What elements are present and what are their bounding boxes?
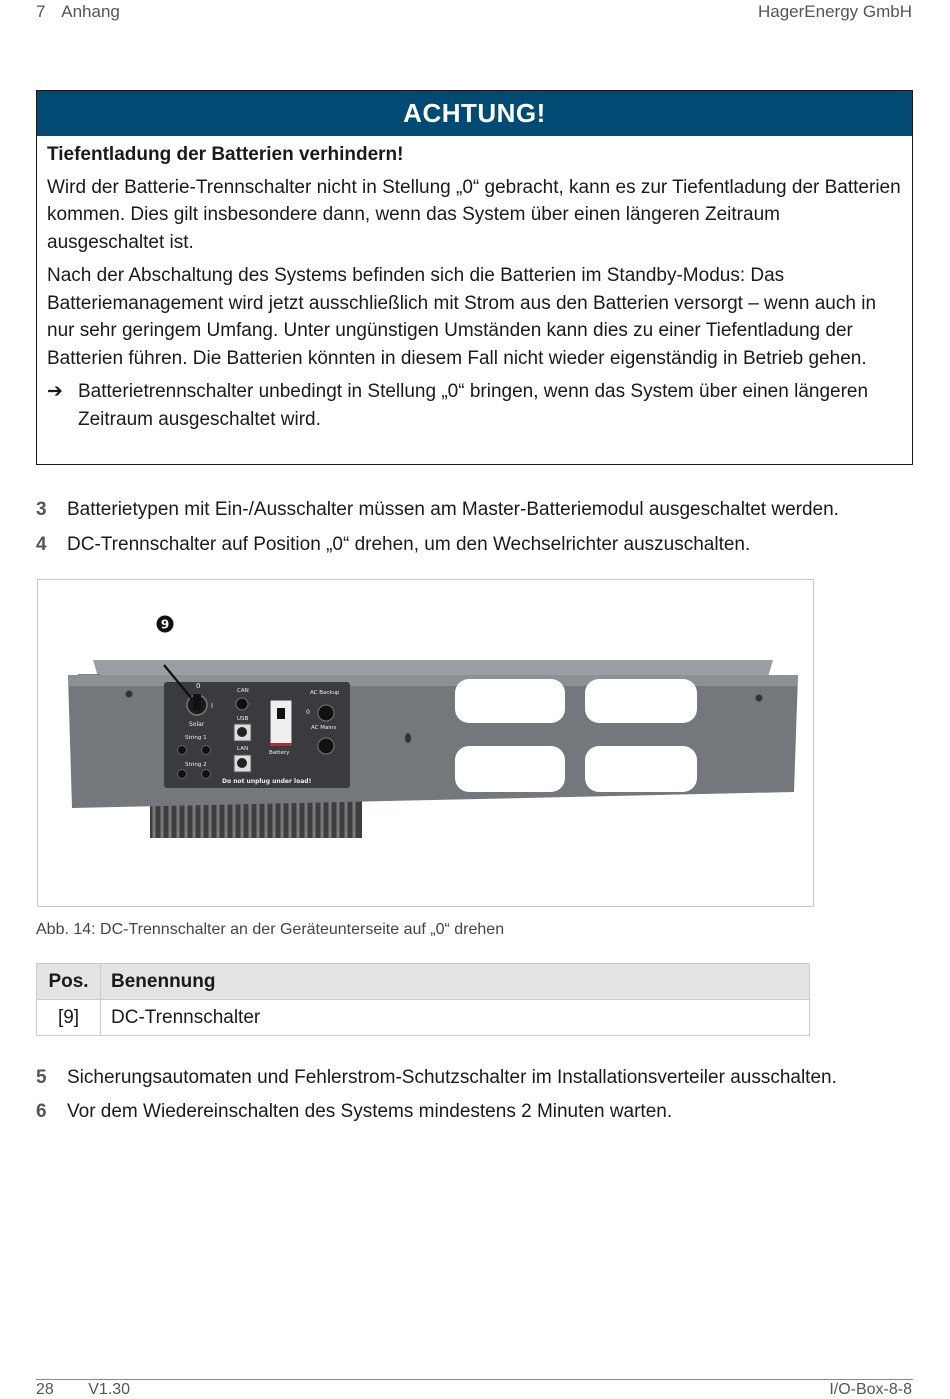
document-name: I/O-Box-8-8 <box>829 1381 912 1398</box>
step-5 <box>36 1067 837 1089</box>
page-number: 28 <box>36 1381 54 1398</box>
header-pos: Pos. <box>37 964 101 1000</box>
label-zero: 0 <box>196 682 201 690</box>
label-usb: USB <box>237 716 249 722</box>
step-number: 4 <box>36 534 47 555</box>
screw <box>756 695 763 702</box>
device-top <box>93 660 773 677</box>
position-table <box>36 963 810 1036</box>
connector-panel <box>164 665 350 788</box>
figure-caption: Abb. 14: DC-Trennschalter an der Geräteunterseite auf „0“ drehen <box>36 921 505 938</box>
chapter-title: Anhang <box>61 2 120 21</box>
page-footer-left <box>36 1381 130 1399</box>
label-can: CAN <box>237 688 249 694</box>
label-do-not-unplug: Do not unplug under load! <box>222 778 312 785</box>
warning-paragraph-2: Nach der Abschaltung des Systems befinden sich die Batterien im Standby-Modus: Das Batteriemanagement wird jetzt ausschließlich mit Strom aus den Batterien versorgt – wenn auch in nur sehr geringem Umfang. Unter ungünstigen Umständen kann dies zu einer Tiefentladung der Batterien führen. Die Batterien könnten in diesem Fall nicht wieder eigenständig in Betrieb gehen. <box>47 265 877 369</box>
warning-action <box>47 378 902 433</box>
battery-switch[interactable] <box>270 700 292 746</box>
footer-divider <box>36 1379 913 1380</box>
step-number: 5 <box>36 1067 47 1088</box>
label-ac-backup: AC Backup <box>310 690 340 696</box>
label-string1: String 1 <box>185 735 207 741</box>
step-text: Batterietypen mit Ein-/Ausschalter müssen am Master-Batteriemodul ausgeschaltet werden. <box>67 499 839 520</box>
label-string2: String 2 <box>185 762 207 768</box>
label-ac-zero: 0 <box>306 709 310 716</box>
table-row <box>37 1000 810 1036</box>
warning-action-text: Batterietrennschalter unbedingt in Stellung „0“ bringen, wenn das System über einen längeren Zeitraum ausgeschaltet wird. <box>78 381 869 430</box>
cutout <box>585 679 697 723</box>
step-6 <box>36 1101 672 1123</box>
device-illustration <box>38 580 812 905</box>
step-3 <box>36 499 839 521</box>
figure-device-photo <box>37 579 814 907</box>
cutout <box>455 746 565 792</box>
step-text: Sicherungsautomaten und Fehlerstrom-Schutzschalter im Installationsverteiler ausschalten. <box>67 1067 837 1088</box>
header-name: Benennung <box>101 964 810 1000</box>
cell-name: DC-Trennschalter <box>101 1000 810 1036</box>
warning-subtitle: Tiefentladung der Batterien verhindern! <box>47 144 404 165</box>
screw <box>126 691 133 698</box>
step-number: 6 <box>36 1101 47 1122</box>
company-name: HagerEnergy GmbH <box>757 2 912 21</box>
label-solar: Solar <box>189 721 205 728</box>
label-ac-mains: AC Mains <box>311 725 337 731</box>
document-version: V1.30 <box>88 1381 131 1398</box>
cutout <box>455 679 565 723</box>
step-text: Vor dem Wiedereinschalten des Systems mindestens 2 Minuten warten. <box>67 1101 673 1122</box>
page-header-chapter <box>36 2 120 22</box>
label-battery: Battery <box>269 750 290 756</box>
warning-box <box>36 90 913 465</box>
chapter-number: 7 <box>36 2 46 21</box>
step-4 <box>36 534 750 556</box>
step-number: 3 <box>36 499 47 520</box>
arrow-right-icon: ➔ <box>47 381 63 402</box>
cell-pos: [9] <box>37 1000 101 1036</box>
screw <box>405 733 411 743</box>
label-lan: LAN <box>237 746 249 752</box>
table-header-row <box>37 964 810 1000</box>
warning-title: ACHTUNG! <box>37 91 912 136</box>
step-text: DC-Trennschalter auf Position „0“ drehen, um den Wechselrichter auszuschalten. <box>67 534 751 555</box>
callout-number: 9 <box>160 617 170 632</box>
label-one: I <box>211 702 214 710</box>
cutout <box>585 746 697 792</box>
warning-paragraph-1: Wird der Batterie-Trennschalter nicht in Stellung „0“ gebracht, kann es zur Tiefentladung der Batterien kommen. Dies gilt insbesondere dann, wenn das System über einen längeren Zeitraum ausgeschaltet ist. <box>47 176 901 253</box>
